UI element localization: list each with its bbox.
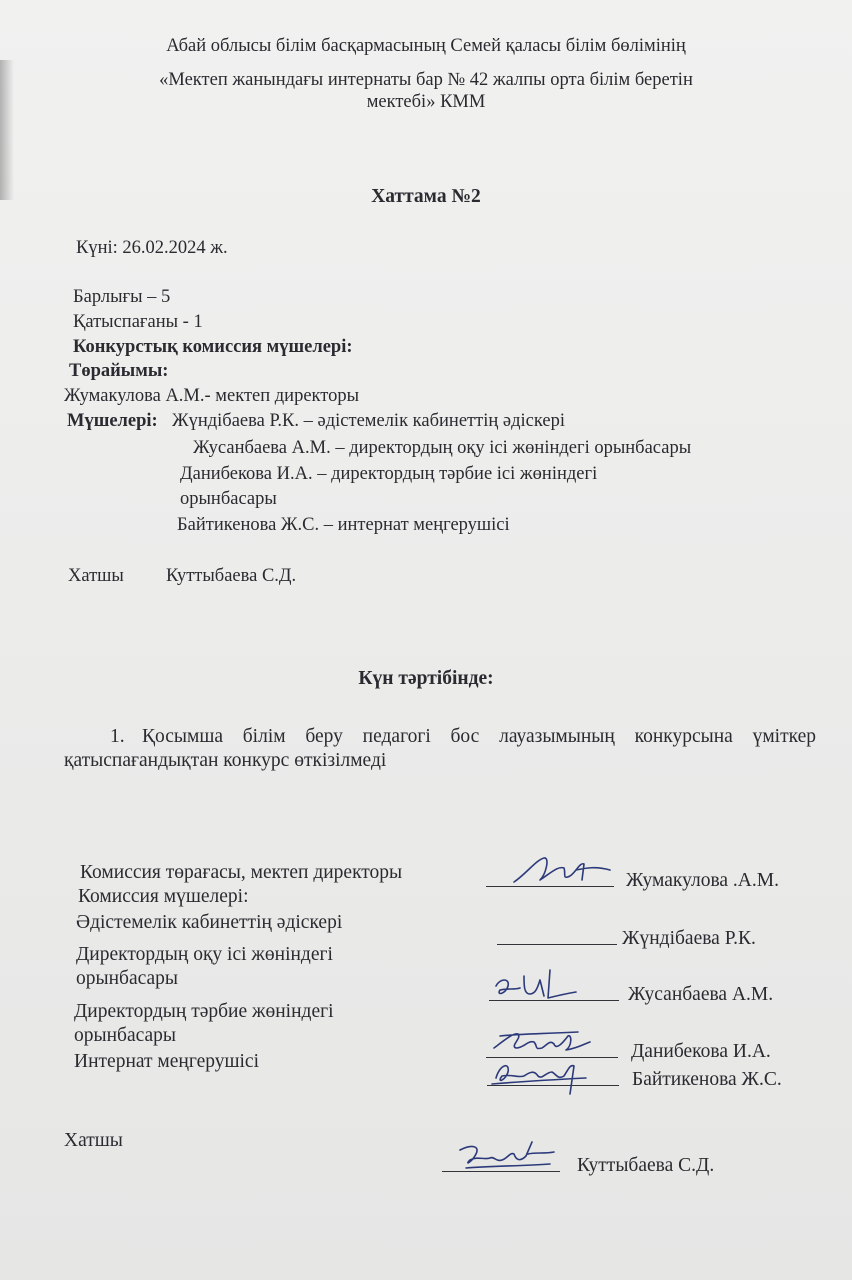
signature-label: Директордың тәрбие жөніндегі (74, 1001, 334, 1022)
agenda-heading: Күн тәртібінде: (358, 668, 494, 689)
attendance-total: Барлығы – 5 (73, 287, 171, 307)
org-header-line-3: мектебі» КММ (366, 92, 486, 112)
agenda-item-text: Қосымша білім беру педагогі бос лауазымының конкурсына үміткер қатыспағандықтан конкурс өткізілмеді (64, 726, 816, 771)
chair-line: Жумакулова А.М.- мектеп директоры (64, 386, 360, 406)
signature-mark-baitikenova (486, 1054, 596, 1096)
signature-label: орынбасары (74, 1025, 177, 1046)
signature-label: Комиссия төрағасы, мектеп директоры (80, 862, 403, 883)
signature-secretary-name: Куттыбаева С.Д. (577, 1155, 715, 1176)
member-line: Жүндібаева Р.К. – әдістемелік кабинеттің әдіскері (172, 411, 565, 431)
signatory-name: Жумакулова .А.М. (626, 870, 779, 891)
org-header-line-1: Абай облысы білім басқармасының Семей қаласы білім бөлімінің (166, 36, 686, 56)
signature-label: Әдістемелік кабинеттің әдіскері (76, 912, 343, 933)
agenda-item (64, 725, 816, 773)
member-line: Жусанбаева А.М. – директордың оқу ісі жөніндегі орынбасары (193, 438, 692, 458)
commission-heading: Конкурстық комиссия мүшелері: (73, 337, 353, 357)
agenda-item-number: 1. (110, 726, 125, 747)
signature-mark-chair (506, 852, 616, 890)
signatory-name: Данибекова И.А. (631, 1041, 771, 1062)
member-line: орынбасары (180, 489, 277, 509)
member-line: Данибекова И.А. – директордың тәрбие ісі жөніндегі (180, 464, 598, 484)
org-header-line-2: «Мектеп жанындағы интернаты бар № 42 жалпы орта білім беретін (159, 70, 693, 90)
signature-label: Директордың оқу ісі жөніндегі (76, 944, 333, 965)
date-line: Күні: 26.02.2024 ж. (76, 238, 228, 258)
signature-label: Интернат меңгерушісі (74, 1051, 260, 1072)
members-label: Мүшелері: (67, 411, 158, 431)
signature-line (497, 944, 617, 945)
signatory-name: Байтикенова Ж.С. (632, 1069, 782, 1090)
signature-mark-secretary (452, 1136, 562, 1176)
member-line: Байтикенова Ж.С. – интернат меңгерушісі (177, 515, 510, 535)
signature-label: Комиссия мүшелері: (78, 886, 249, 907)
signature-secretary-label: Хатшы (64, 1130, 123, 1151)
document-title: Хаттама №2 (371, 186, 481, 207)
signature-mark-jusanbaeva (490, 966, 600, 1006)
signature-label: орынбасары (76, 968, 179, 989)
signatory-name: Жусанбаева А.М. (628, 984, 774, 1005)
signatory-name: Жүндібаева Р.К. (622, 928, 756, 949)
secretary-name: Куттыбаева С.Д. (166, 566, 297, 586)
attendance-absent: Қатыспағаны - 1 (73, 312, 203, 332)
chair-label: Төрайымы: (69, 361, 169, 381)
secretary-label: Хатшы (68, 566, 124, 586)
